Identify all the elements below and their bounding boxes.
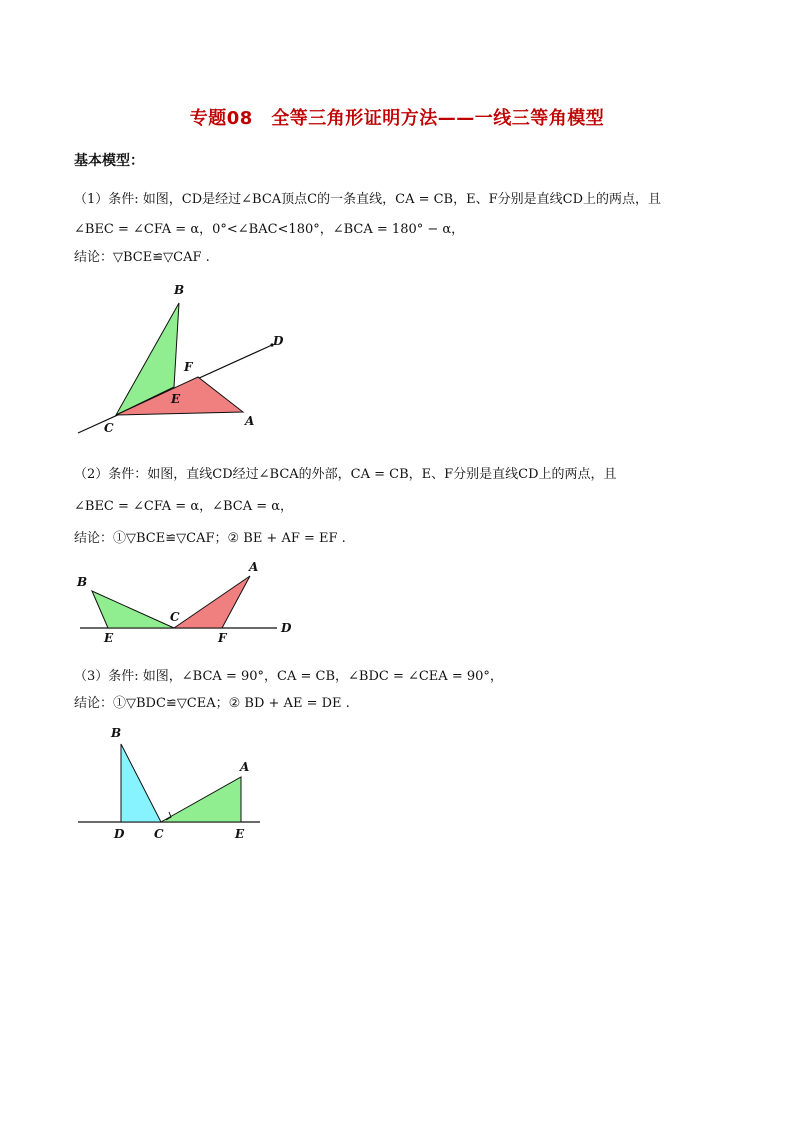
label-a: A [249, 560, 259, 574]
label-c: C [170, 610, 180, 624]
label-b: B [174, 283, 185, 297]
case2-conclusion: 结论：①▽BCE≌▽CAF；② BE + AF = EF . [74, 531, 346, 546]
label-e: E [235, 827, 245, 841]
section-heading: 基本模型： [74, 153, 144, 169]
case2-condition-line2: ∠BEC = ∠CFA = α，∠BCA = α， [74, 499, 294, 514]
label-e: E [171, 392, 181, 406]
label-b: B [111, 726, 122, 740]
label-a: A [245, 414, 255, 428]
figure-case3 [70, 722, 270, 847]
case2-condition-line1: （2）条件：如图，直线CD经过∠BCA的外部，CA = CB，E、F分别是直线CD上的两点，且 [74, 467, 617, 482]
figure-case2 [70, 558, 300, 648]
case3-condition: （3）条件: 如图，∠BCA = 90°，CA = CB，∠BDC = ∠CEA = 90°， [74, 669, 503, 684]
label-f: F [184, 360, 193, 374]
triangle-bdc [121, 744, 161, 822]
case3-conclusion: 结论：①▽BDC≌▽CEA；② BD + AE = DE . [74, 696, 350, 711]
label-e: E [104, 631, 114, 645]
triangle-bce [92, 591, 174, 628]
label-c: C [154, 827, 164, 841]
page-title: 专题08 全等三角形证明方法——一线三等角模型 [189, 108, 605, 129]
label-d: D [273, 334, 284, 348]
label-d: D [281, 621, 292, 635]
label-b: B [77, 575, 88, 589]
case1-condition-line1: （1）条件: 如图，CD是经过∠BCA顶点C的一条直线，CA = CB，E、F分别是直线CD上的两点，且 [74, 192, 661, 207]
label-a: A [240, 760, 250, 774]
triangle-cea [161, 777, 241, 822]
triangle-caf [174, 576, 250, 628]
case1-conclusion: 结论：▽BCE≌▽CAF . [74, 250, 210, 265]
label-c: C [104, 421, 114, 435]
label-f: F [218, 631, 227, 645]
case1-condition-line2: ∠BEC = ∠CFA = α，0°<∠BAC<180°，∠BCA = 180° − α， [74, 222, 465, 237]
figure-case1 [70, 276, 300, 441]
label-d: D [114, 827, 125, 841]
